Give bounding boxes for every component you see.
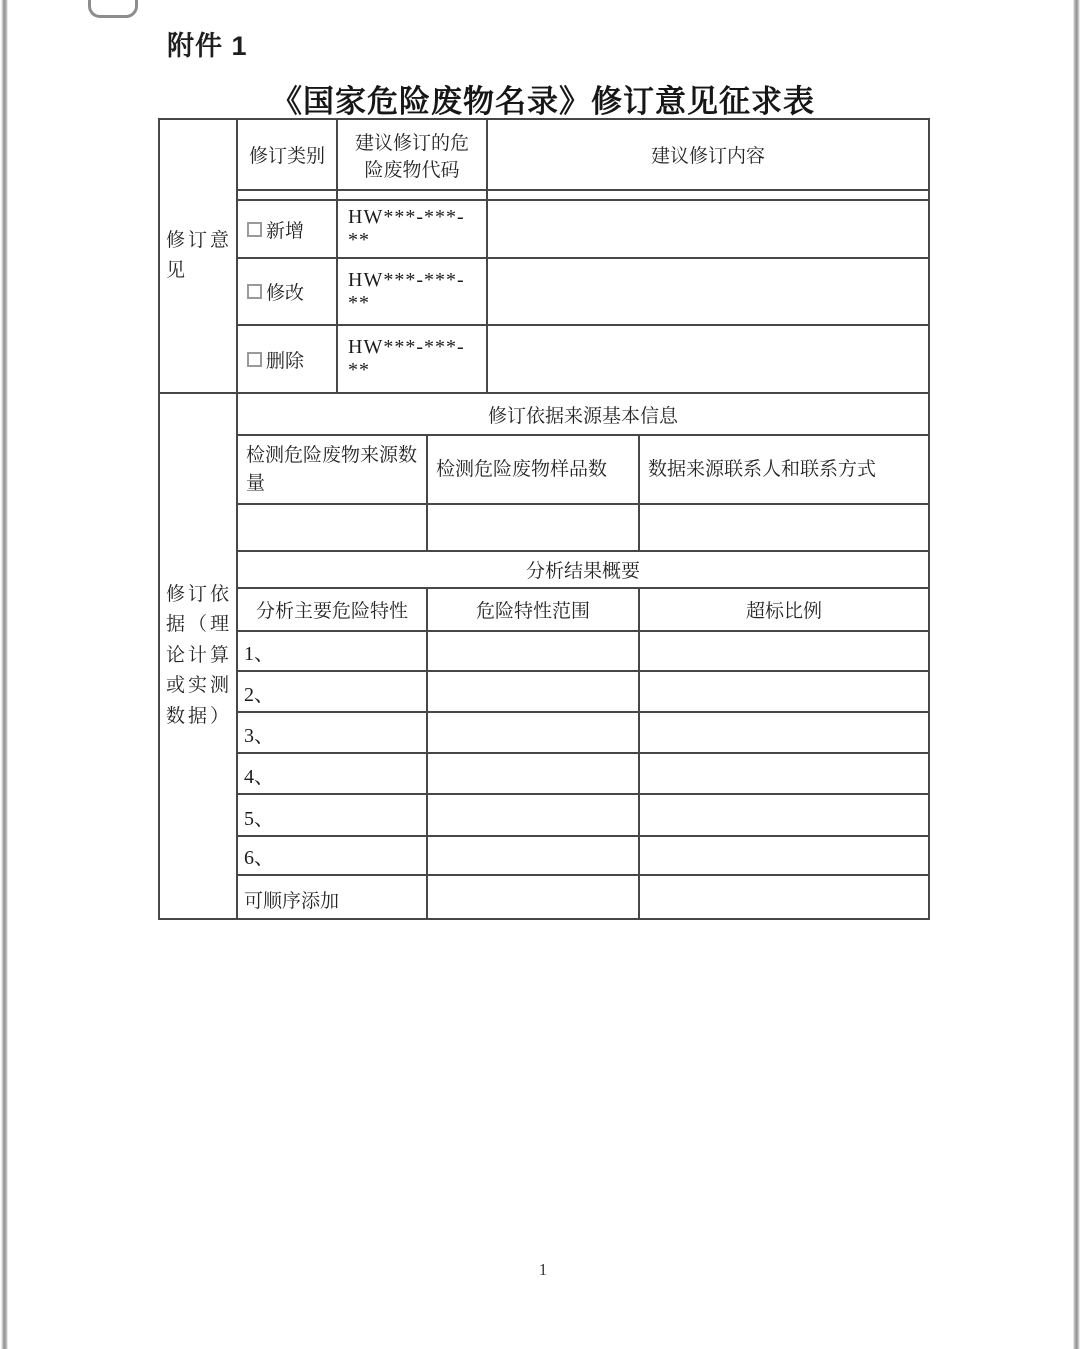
code-cell-add: HW***-***-** (337, 200, 487, 258)
analysis-ratio-cell (639, 671, 929, 712)
header-sample-count: 检测危险废物样品数 (427, 435, 639, 504)
analysis-ratio-cell (639, 875, 929, 919)
table-row (159, 631, 929, 671)
header-proposed-content: 建议修订内容 (487, 119, 929, 190)
spacer-cell (237, 190, 337, 200)
option-delete-label: 删除 (266, 350, 305, 372)
table-row (159, 753, 929, 794)
analysis-row-label-6: 6、 (237, 836, 427, 875)
table-row (159, 875, 929, 919)
analysis-range-cell (427, 753, 639, 794)
table-row (159, 671, 929, 712)
option-modify-label: 修改 (266, 283, 305, 304)
header-hazard-range: 危险特性范围 (427, 588, 639, 631)
header-revision-category: 修订类别 (237, 119, 337, 190)
page-number: 1 (538, 1260, 548, 1279)
table-row (159, 588, 929, 631)
analysis-row-label-4: 4、 (237, 753, 427, 794)
section-label-revision-opinion: 修订意见 (159, 119, 237, 393)
table-row (159, 712, 929, 753)
option-add-label: 新增 (266, 220, 305, 242)
revision-basis-table (158, 392, 930, 920)
value-source-count (237, 504, 427, 551)
analysis-row-label-5: 5、 (237, 794, 427, 836)
page-title: 《国家危险废物名录》修订意见征求表 (271, 84, 815, 119)
option-add-cell (237, 200, 337, 258)
option-delete-cell (237, 325, 337, 393)
analysis-ratio-cell (639, 753, 929, 794)
value-sample-count (427, 504, 639, 551)
append-note-cell: 可顺序添加 (237, 875, 427, 919)
header-contact-info: 数据来源联系人和联系方式 (639, 435, 929, 504)
header-exceed-ratio: 超标比例 (639, 588, 929, 631)
table-row (159, 794, 929, 836)
analysis-summary-title: 分析结果概要 (237, 551, 929, 588)
analysis-row-label-2: 2、 (237, 671, 427, 712)
header-divider-row (159, 190, 929, 200)
page-edge-right (1073, 0, 1080, 1349)
checkbox-modify-icon (247, 284, 262, 299)
table-row (159, 258, 929, 325)
header-source-count: 检测危险废物来源数量 (237, 435, 427, 504)
code-cell-delete: HW***-***-** (337, 325, 487, 393)
table-row (159, 504, 929, 551)
content-cell-add (487, 200, 929, 258)
table-row (159, 325, 929, 393)
analysis-range-cell (427, 631, 639, 671)
spacer-cell (337, 190, 487, 200)
analysis-ratio-cell (639, 836, 929, 875)
analysis-ratio-cell (639, 712, 929, 753)
floating-tab[interactable] (88, 0, 138, 18)
revision-opinion-table (158, 118, 930, 394)
analysis-range-cell (427, 712, 639, 753)
value-contact-info (639, 504, 929, 551)
code-cell-modify: HW***-***-** (337, 258, 487, 325)
analysis-range-cell (427, 671, 639, 712)
header-proposed-code: 建议修订的危险废物代码 (337, 119, 487, 190)
attachment-label: 附件 1 (167, 31, 248, 61)
analysis-range-cell (427, 836, 639, 875)
section-label-revision-basis: 修订依据（理论计算或实测数据） (159, 393, 237, 919)
checkbox-delete-icon (247, 352, 262, 367)
analysis-range-cell (427, 875, 639, 919)
option-modify-cell (237, 258, 337, 325)
analysis-ratio-cell (639, 631, 929, 671)
table-row (159, 435, 929, 504)
content-cell-delete (487, 325, 929, 393)
source-info-title: 修订依据来源基本信息 (237, 393, 929, 435)
table-row (159, 551, 929, 588)
analysis-row-label-3: 3、 (237, 712, 427, 753)
analysis-row-label-1: 1、 (237, 631, 427, 671)
page-edge-left (1, 0, 8, 1349)
table-row (159, 836, 929, 875)
spacer-cell (487, 190, 929, 200)
checkbox-add-icon (247, 222, 262, 237)
analysis-range-cell (427, 794, 639, 836)
table-row (159, 200, 929, 258)
analysis-ratio-cell (639, 794, 929, 836)
content-cell-modify (487, 258, 929, 325)
form-table (158, 118, 928, 920)
header-main-hazard: 分析主要危险特性 (237, 588, 427, 631)
